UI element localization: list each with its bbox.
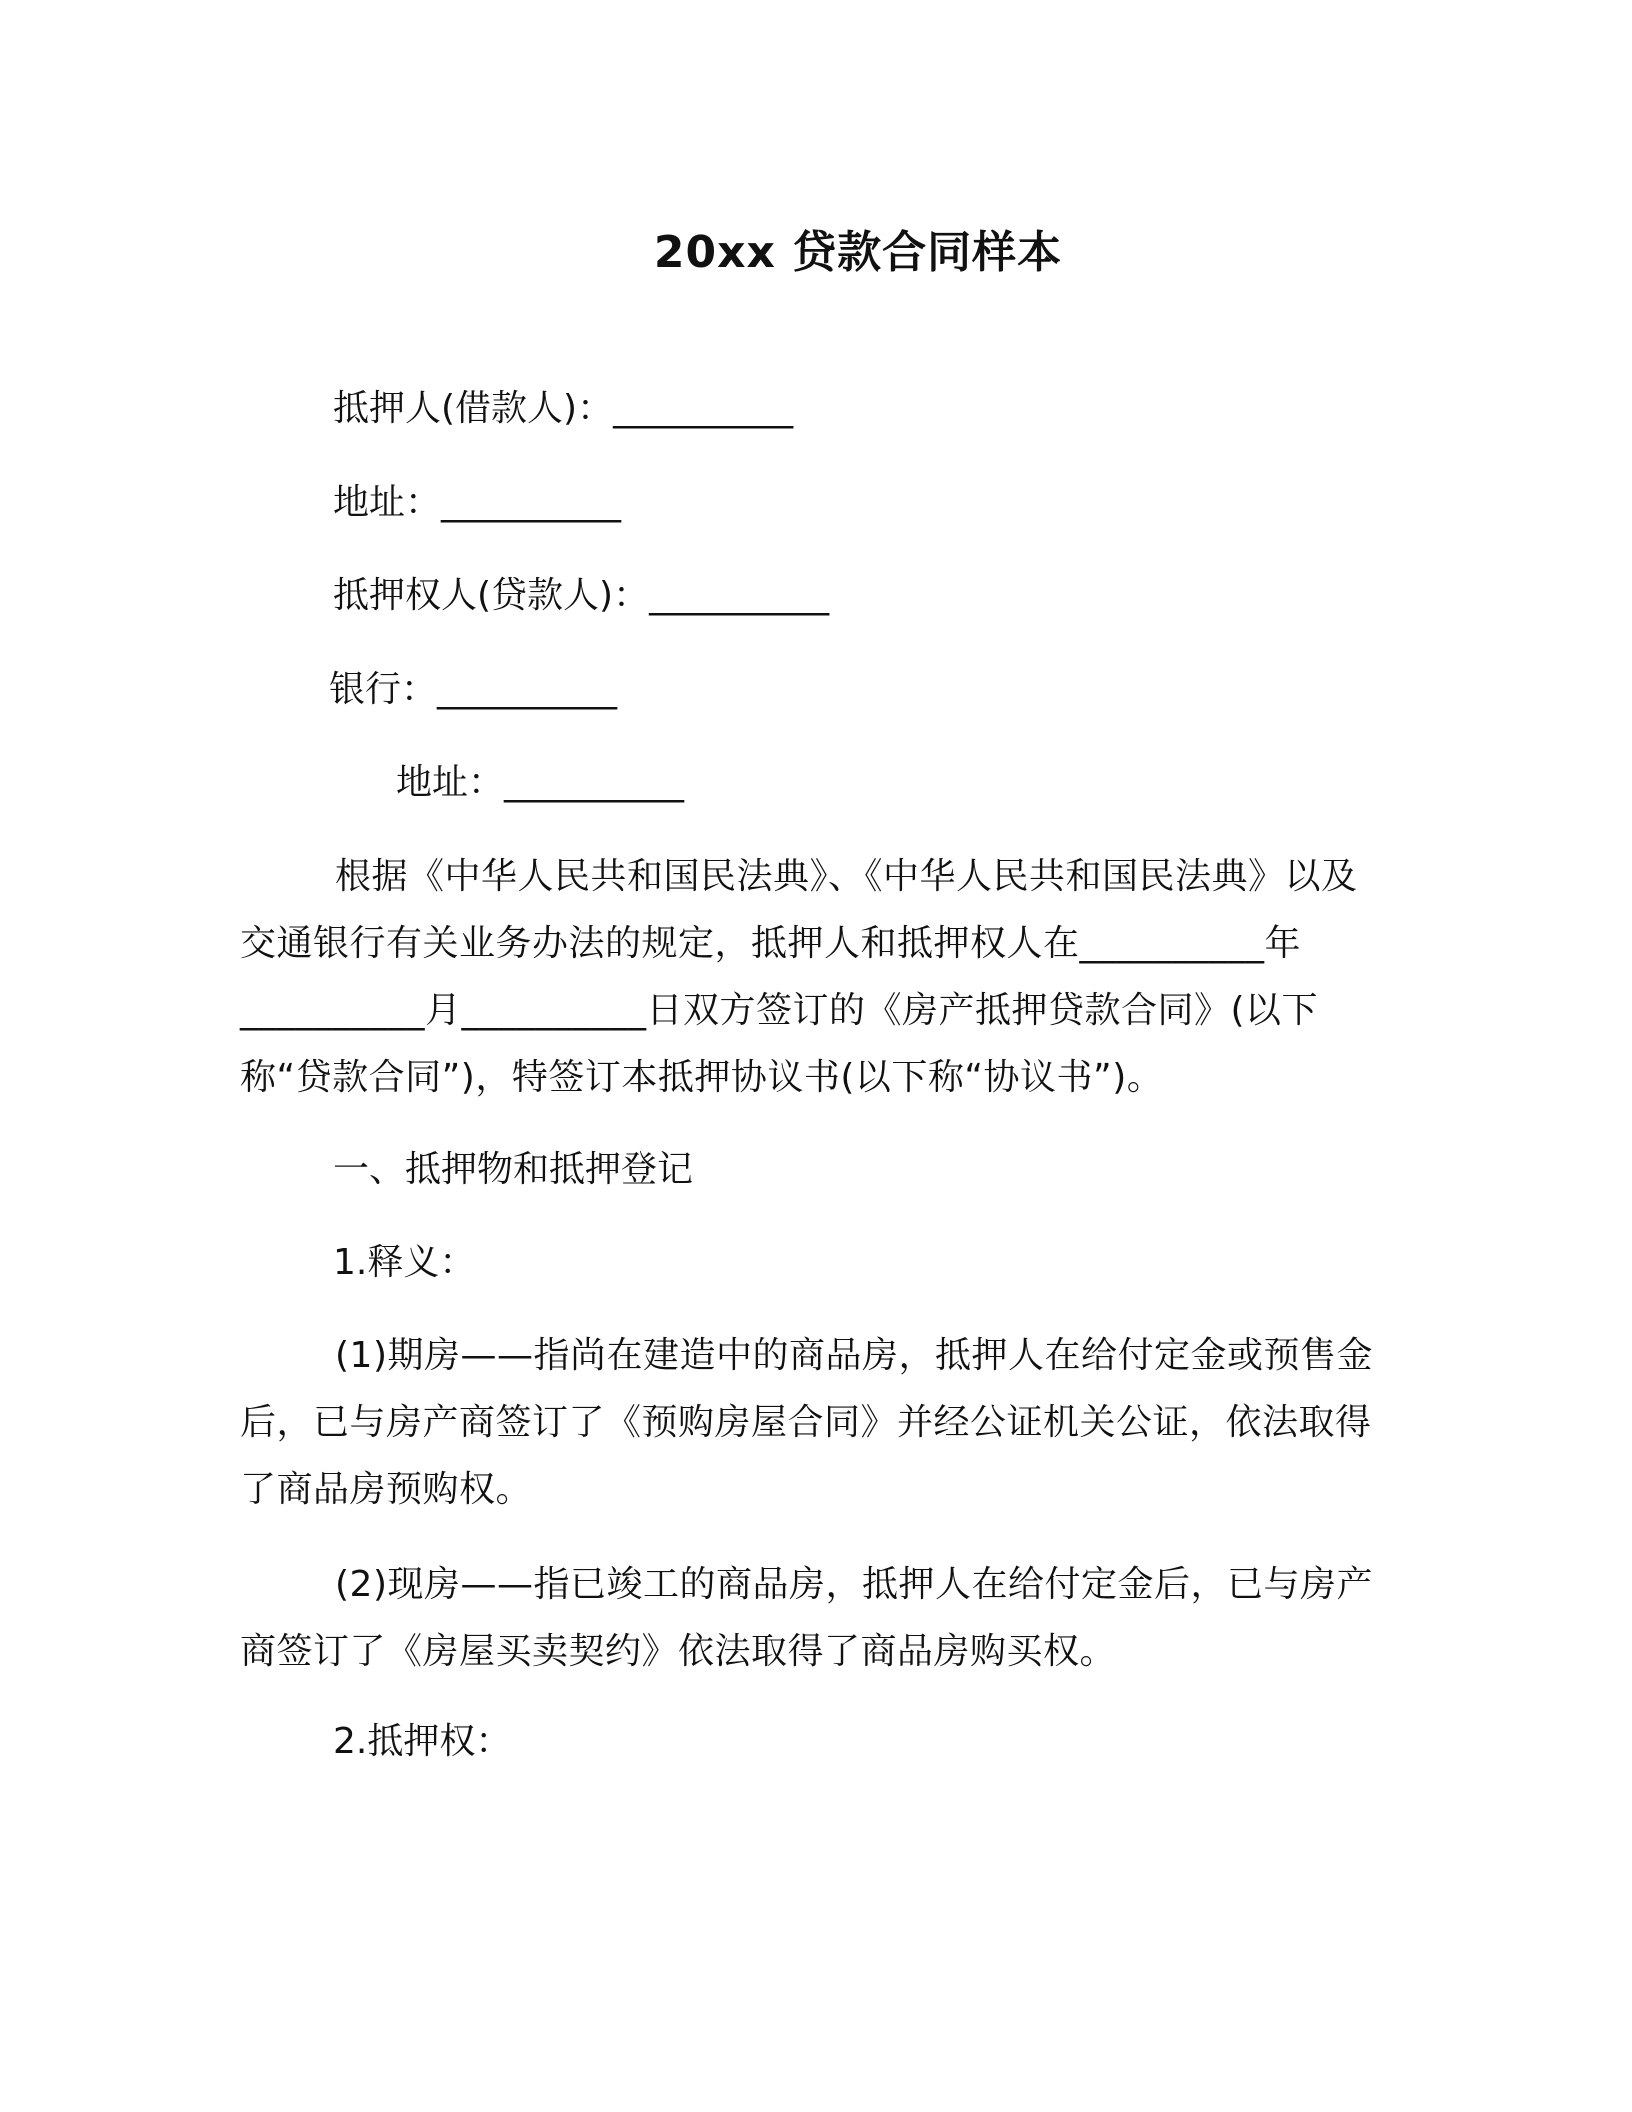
existing-house-definition-paragraph: (2)现房——指已竣工的商品房，抵押人在给付定金后，已与房产商签订了《房屋买卖契约》依法取得了商品房购买权。	[240, 1564, 1373, 1672]
section-1-heading: 一、抵押物和抵押登记	[333, 1149, 694, 1190]
mortgagor-address-field: 地址：__________	[333, 482, 622, 523]
mortgagor-field: 抵押人(借款人)：__________	[333, 388, 794, 429]
futures-definition-paragraph: (1)期房——指尚在建造中的商品房，抵押人在给付定金或预售金后，已与房产商签订了《预购房屋合同》并经公证机关公证，依法取得了商品房预购权。	[240, 1335, 1373, 1510]
item-1-heading: 1.释义：	[333, 1242, 476, 1283]
item-2-heading: 2.抵押权：	[333, 1721, 512, 1762]
mortgagee-field: 抵押权人(贷款人)：__________	[333, 575, 830, 616]
intro-paragraph: 根据《中华人民共和国民法典》、《中华人民共和国民法典》以及交通银行有关业务办法的规定，抵押人和抵押权人在__________年__________月__________日双方签订的《房产抵押贷款合同》(以下称“贷款合同”)，特签订本抵押协议书(以下称“协议书”)。	[240, 856, 1358, 1098]
document-title: 20xx 贷款合同样本	[653, 227, 1063, 278]
bank-field: 银行：__________	[329, 669, 618, 710]
bank-address-field: 地址：__________	[396, 762, 685, 803]
